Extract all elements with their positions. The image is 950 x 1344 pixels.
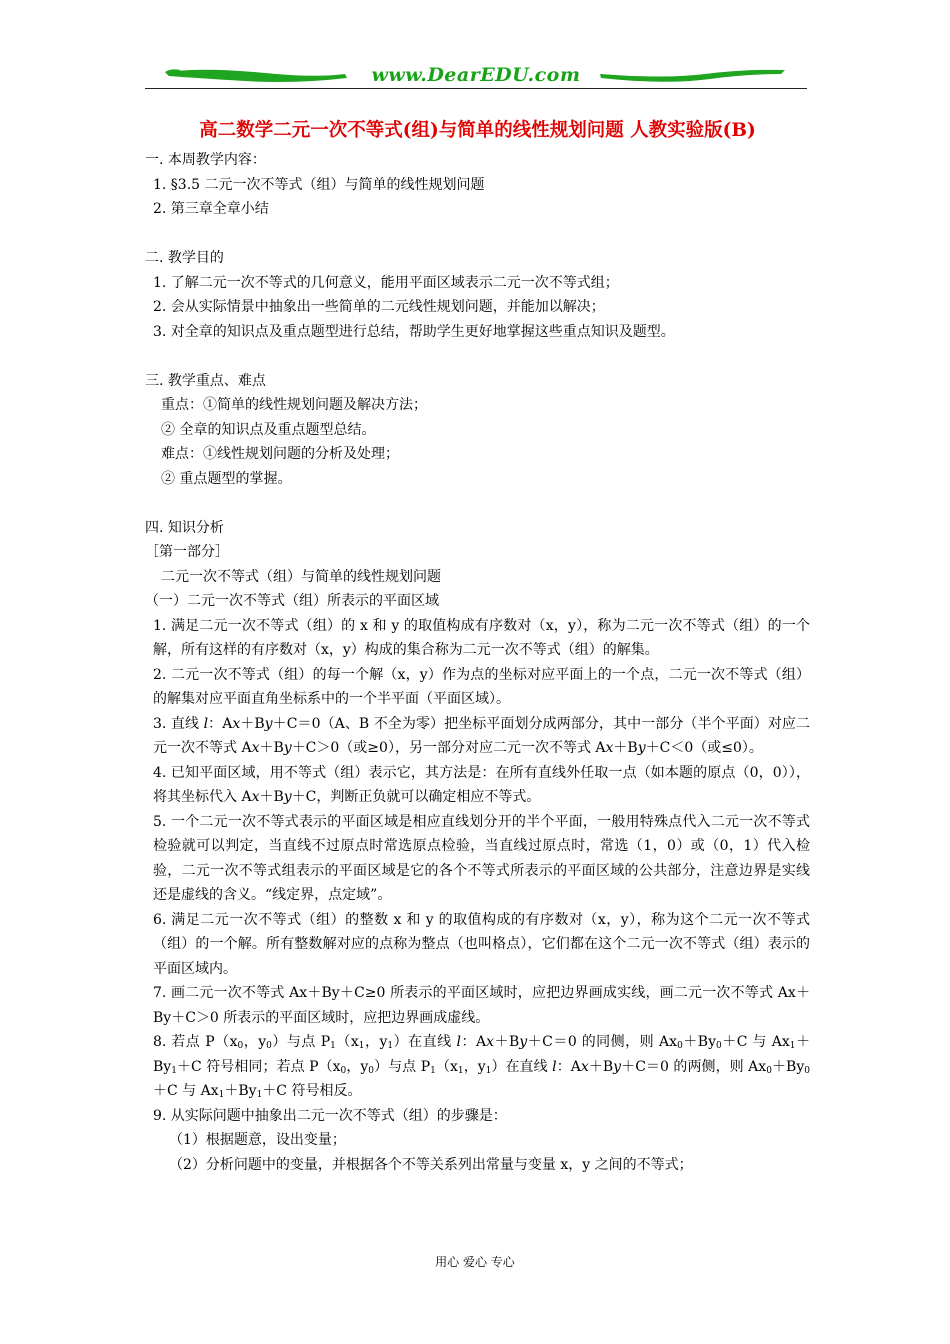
header-rule: [145, 88, 807, 89]
list-item: 1. 了解二元一次不等式的几何意义，能用平面区域表示二元一次不等式组；: [153, 274, 619, 291]
list-item: ② 重点题型的掌握。: [161, 470, 292, 487]
list-item: 2. 第三章全章小结: [153, 201, 269, 217]
list-item: 重点：①简单的线性规划问题及解决方法；: [161, 397, 427, 413]
paragraph-2: 2. 二元一次不等式（组）的每一个解（x，y）作为点的坐标对应平面上的一个点，二元一次不等式（组）的解集对应平面直角坐标系中的一个半平面（平面区域）。: [153, 666, 810, 707]
paragraph-9: 9. 从实际问题中抽象出二元一次不等式（组）的步骤是：: [153, 1107, 507, 1124]
site-name: www.DearEDU.com: [371, 64, 581, 86]
section-heading: 一. 本周教学内容：: [145, 152, 266, 168]
list-item: 3. 对全章的知识点及重点题型进行总结，帮助学生更好地掌握这些重点知识及题型。: [153, 323, 675, 340]
site-header: [145, 62, 807, 92]
page-title: 高二数学二元一次不等式(组)与简单的线性规划问题 人教实验版(B): [199, 120, 756, 141]
paragraph-7: 7. 画二元一次不等式 Ax＋By＋C≥0 所表示的平面区域时，应把边界画成实线，画二元一次不等式 Ax＋By＋C＞0 所表示的平面区域时，应把边界画成虚线。: [153, 985, 810, 1026]
step-item: （2）分析问题中的变量，并根据各个不等关系列出常量与变量 x，y 之间的不等式；: [169, 1156, 693, 1173]
paragraph-3: 3. 直线 l：Ax＋By＋C＝0（A、B 不全为零）把坐标平面划分成两部分，其中一部分（半个平面）对应二元一次不等式 Ax＋By＋C＞0（或≥0），另一部分对应二元一次不等式 Ax＋By＋C＜0（或≤0）。: [153, 715, 810, 756]
paragraph-5: 5. 一个二元一次不等式表示的平面区域是相应直线划分开的半个平面，一般用特殊点代入二元一次不等式检验就可以判定，当直线不过原点时常选原点检验，当直线过原点时，常选（1，0）或（0，1）代入检验，二元一次不等式组表示的平面区域是它的各个不等式所表示的平面区域的公共部分，注意边界是实线还是虚线的含义。“线定界，点定域”。: [153, 813, 810, 903]
list-item: 难点：①线性规划问题的分析及处理；: [161, 446, 399, 462]
part-label: ［第一部分］: [145, 544, 229, 560]
paragraph-4: 4. 已知平面区域，用不等式（组）表示它，其方法是：在所有直线外任取一点（如本题的原点（0，0）），将其坐标代入 Ax＋By＋C，判断正负就可以确定相应不等式。: [153, 764, 810, 805]
list-item: 2. 会从实际情景中抽象出一些简单的二元线性规划问题，并能加以解决；: [153, 299, 605, 315]
section-heading: 二. 教学目的: [145, 250, 224, 266]
page-footer: 用心 爱心 专心: [435, 1255, 515, 1269]
step-item: （1）根据题意，设出变量；: [169, 1132, 346, 1148]
paragraph-6: 6. 满足二元一次不等式（组）的整数 x 和 y 的取值构成的有序数对（x，y），称为这个二元一次不等式（组）的一个解。所有整数解对应的点称为整点（也叫格点），它们都在这个二元一次不等式（组）表示的平面区域内。: [153, 911, 810, 977]
paragraph-8: 8. 若点 $P(x_0$，$y_0$）与点 $P_1(x_1$，$y_1$）在直线 l：Ax＋By＋C＝0 的同侧，则 $Ax_0+By_0+C$ 与 $Ax_1+By_1+C$ 符号相同；若点 $P(x_0$，$y_0$）与点 $P_1(x_1$，$y_1$）在直线 l：Ax＋By＋C＝0 的两侧，则 $Ax_0+By_0+C$ 与 $Ax_1+By_1+C$ 符号相反。: [153, 1034, 811, 1100]
list-item: 1. §3.5 二元一次不等式（组）与简单的线性规划问题: [153, 176, 485, 193]
paragraph-1: 1. 满足二元一次不等式（组）的 x 和 y 的取值构成有序数对（x，y），称为二元一次不等式（组）的一个解，所有这样的有序数对（x，y）构成的集合称为二元一次不等式（组）的解集。: [153, 617, 810, 658]
section-heading: 三. 教学重点、难点: [145, 372, 266, 389]
section-heading: 四. 知识分析: [145, 519, 224, 536]
list-item: ② 全章的知识点及重点题型总结。: [161, 421, 376, 438]
subtitle: 二元一次不等式（组）与简单的线性规划问题: [161, 568, 441, 585]
document-body: [145, 120, 810, 1177]
subsection-heading: （一）二元一次不等式（组）所表示的平面区域: [145, 593, 439, 609]
